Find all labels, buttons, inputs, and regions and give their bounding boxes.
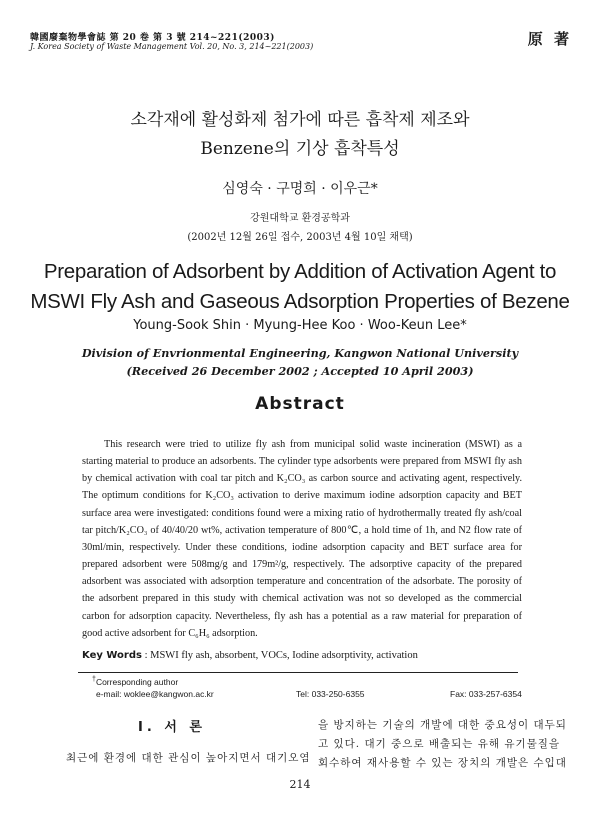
english-title-line-2: MSWI Fly Ash and Gaseous Adsorption Properties of Bezene bbox=[30, 290, 570, 313]
intro-right-line-2: 고 있다. 대기 중으로 배출되는 유해 유기물질을 bbox=[318, 738, 561, 750]
corresponding-note bbox=[92, 675, 178, 687]
abstract-heading: Abstract bbox=[255, 394, 345, 414]
keywords-line bbox=[82, 650, 542, 661]
korean-title-line-1: 소각재에 활성화제 첨가에 따른 흡착제 제조와 bbox=[130, 110, 470, 130]
corresponding-label: Corresponding author bbox=[95, 676, 179, 687]
affiliation-english: Division of Envrionmental Engineering, Kangwon National University bbox=[81, 346, 519, 360]
intro-left-line-1: 최근에 환경에 대한 관심이 높아지면서 대기오염 bbox=[66, 752, 311, 764]
authors-korean: 심영숙 · 구명희 · 이우근* bbox=[222, 181, 378, 197]
section-heading-introduction: Ⅰ. 서 론 bbox=[138, 720, 206, 735]
dates-english: (Received 26 December 2002 ; Accepted 10 April 2003) bbox=[126, 364, 474, 378]
fax-text: Fax: 033-257-6354 bbox=[450, 689, 522, 699]
intro-right-line-3: 회수하여 재사용할 수 있는 장치의 개발은 수입대 bbox=[318, 757, 567, 769]
english-title-line-1: Preparation of Adsorbent by Addition of Activation Agent to bbox=[43, 260, 557, 283]
tel-text: Tel: 033-250-6355 bbox=[296, 689, 365, 699]
intro-right-line-1: 을 방지하는 기술의 개발에 대한 중요성이 대두되 bbox=[318, 719, 567, 731]
page-number: 214 bbox=[289, 778, 311, 791]
keywords-label: Key Words bbox=[82, 650, 142, 661]
keywords-text: : MSWI fly ash, absorbent, VOCs, Iodine adsorptivity, activation bbox=[144, 650, 418, 661]
abstract-body: This research were tried to utilize fly ash from municipal solid waste incineration (MSWI) as a starting material to produce an adsorbents. The cylinder type adsorbents were prepared from MSWI fly ash by chemical activation with coal tar pitch and K₂CO₃ as carbon source and activating agent, respectively. The optimum conditions for K₂CO₃ activation to derive maximum iodine adsorption capacity and BET surface area were investigated: conditions found were a mixing ratio of hydrothermally treated fly ash/coal tar pitch/K₂CO₃ of 40/40/20 wt%, activation temperature of 800℃, a hold time of 1h, and N2 flow rate of 30ml/min, respectively. Under these conditions, iodine adsorption capacity and BET surface area for prepared adsorbent were 508mg/g and 179m²/g, respectively. The adsorptive capacity of the prepared adsorbent was associated with adsorption temperature and concentration of the adsorbate. The porosity of the adsorbent prepared in this study with chemical activation was not so developed as the commercial carbon for adsorption capacity. Nevertheless, fly ash has a potential as a raw material for preparation of good active adsorbent for C₆H₆ adsorption. bbox=[82, 439, 522, 639]
email-text: e-mail: woklee@kangwon.ac.kr bbox=[96, 689, 214, 699]
journal-header-korean: 韓國廢棄物學會誌 第 20 卷 第 3 號 214~221(2003) bbox=[30, 33, 275, 43]
journal-header-english: J. Korea Society of Waste Management Vol. 20, No. 3, 214~221(2003) bbox=[30, 42, 314, 51]
affiliation-korean: 강원대학교 환경공학과 bbox=[250, 213, 350, 224]
dagger-marker: † bbox=[92, 675, 96, 683]
article-type-badge: 原 著 bbox=[527, 30, 572, 48]
footnote-divider bbox=[78, 672, 518, 673]
authors-english: Young-Sook Shin · Myung-Hee Koo · Woo-Keun Lee* bbox=[133, 318, 467, 333]
dates-korean: (2002년 12월 26일 접수, 2003년 4월 10일 채택) bbox=[187, 232, 413, 243]
korean-title-line-2: Benzene의 기상 흡착특성 bbox=[200, 139, 400, 159]
